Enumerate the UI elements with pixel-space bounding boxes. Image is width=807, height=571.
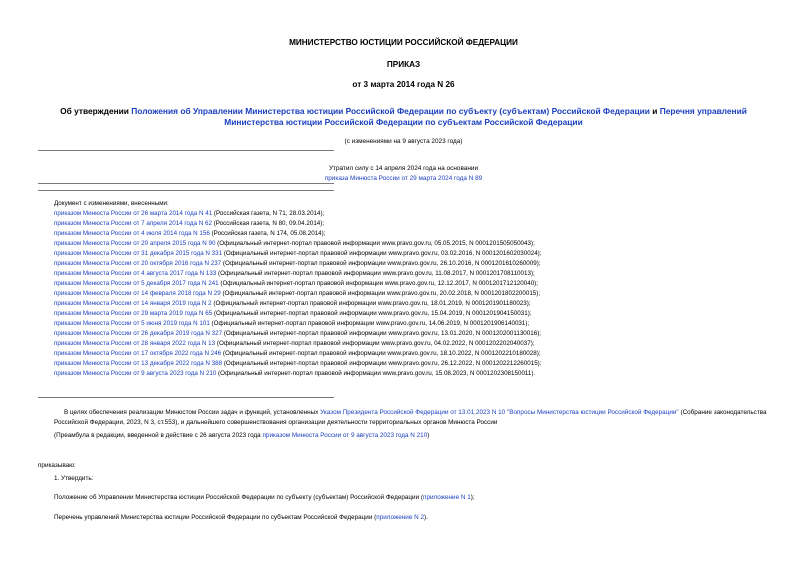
change-order-link[interactable]: приказом Минюста России от 4 июля 2014 года N 156: [54, 230, 210, 237]
change-source: (Официальный интернет-портал правовой информации www.pravo.gov.ru, 15.04.2019, N 0001201904150031);: [212, 310, 532, 317]
preamble-note-link[interactable]: приказом Минюста России от 9 августа 2023 года N 210: [262, 432, 428, 439]
title-prefix: Об утверждении: [60, 106, 132, 116]
change-source: (Официальный интернет-портал правовой информации www.pravo.gov.ru, 12.12.2017, N 0001201712120040);: [218, 280, 539, 287]
title-middle: и: [649, 106, 660, 116]
change-item: [54, 309, 542, 319]
appendix-1-link[interactable]: приложение N 1: [423, 494, 471, 501]
change-source: (Официальный интернет-портал правовой информации www.pravo.gov.ru, 05.05.2015, N 0001201505050043);: [215, 240, 535, 247]
change-source: (Российская газета, N 71, 28.03.2014);: [212, 210, 325, 217]
divider: [38, 397, 334, 398]
change-item: [54, 339, 542, 349]
change-source: (Официальный интернет-портал правовой информации www.pravo.gov.ru, 18.01.2019, N 0001201901180023);: [211, 300, 531, 307]
lost-force-line: [0, 175, 807, 182]
document-type: ПРИКАЗ: [386, 60, 421, 69]
change-source: (Официальный интернет-портал правовой информации www.pravo.gov.ru, 18.10.2022, N 0001202210180028);: [221, 350, 541, 357]
change-order-link[interactable]: приказом Минюста России от 9 августа 2023 года N 210: [54, 370, 217, 377]
document-date: от 3 марта 2014 года N 26: [352, 80, 455, 89]
approve-list: [54, 514, 428, 521]
approve-list-end: ).: [423, 514, 428, 521]
change-order-link[interactable]: приказом Минюста России от 29 марта 2019 года N 65: [54, 310, 213, 317]
change-order-link[interactable]: приказом Минюста России от 4 августа 2017 года N 133: [54, 270, 217, 277]
changes-intro: Документ с изменениями, внесенными:: [54, 200, 169, 207]
preamble-text: В целях обеспечения реализации Минюстом России задач и функций, установленных: [64, 409, 321, 416]
divider: [38, 190, 334, 191]
preamble-decree-link[interactable]: Указом Президента Российской Федерации от 13.01.2023 N 10 "Вопросы Министерства юстиции Российской Федерации": [320, 409, 679, 416]
change-source: (Официальный интернет-портал правовой информации www.pravo.gov.ru, 13.01.2020, N 0001202001130016);: [222, 330, 542, 337]
change-order-link[interactable]: приказом Минюста России от 20 октября 2016 года N 237: [54, 260, 222, 267]
change-item: [54, 209, 542, 219]
preamble: [54, 408, 784, 441]
change-source: (Официальный интернет-портал правовой информации www.pravo.gov.ru, 26.10.2016, N 0001201610260009);: [221, 260, 541, 267]
change-item: [54, 329, 542, 339]
change-source: (Российская газета, N 80, 09.04.2014);: [211, 220, 325, 227]
change-source: (Официальный интернет-портал правовой информации www.pravo.gov.ru, 04.02.2022, N 0001202202040037);: [215, 340, 535, 347]
change-item: [54, 299, 542, 309]
change-order-link[interactable]: приказом Минюста России от 5 июня 2019 года N 101: [54, 320, 210, 327]
change-order-link[interactable]: приказом Минюста России от 14 января 2019 года N 2: [54, 300, 212, 307]
change-source: (Официальный интернет-портал правовой информации www.pravo.gov.ru, 11.08.2017, N 0001201708110013);: [216, 270, 535, 277]
lost-force-text: Утратил силу с 14 апреля 2024 года на основании: [328, 165, 479, 172]
change-order-link[interactable]: приказом Минюста России от 20 апреля 2015 года N 90: [54, 240, 216, 247]
change-source: (Официальный интернет-портал правовой информации www.pravo.gov.ru, 20.02.2018, N 0001201802200015);: [220, 290, 541, 297]
change-item: [54, 359, 542, 369]
divider: [38, 183, 334, 184]
change-item: [54, 369, 542, 379]
change-source: (Официальный интернет-портал правовой информации www.pravo.gov.ru, 15.08.2023, N 0001202308150011).: [216, 370, 536, 377]
approve-regulation-end: );: [470, 494, 475, 501]
change-item: [54, 349, 542, 359]
change-source: (Официальный интернет-портал правовой информации www.pravo.gov.ru, 03.02.2016, N 0001201602030024);: [222, 250, 542, 257]
change-item: [54, 259, 542, 269]
preamble-note: [54, 431, 784, 441]
lost-force-link[interactable]: приказа Минюста России от 29 марта 2024 года N 89: [324, 175, 483, 182]
approve-regulation: [54, 494, 475, 501]
appendix-2-link[interactable]: приложение N 2: [376, 514, 424, 521]
change-item: [54, 269, 542, 279]
change-order-link[interactable]: приказом Минюста России от 17 октября 2022 года N 246: [54, 350, 222, 357]
document-title: [0, 106, 807, 128]
change-order-link[interactable]: приказом Минюста России от 5 декабря 2017 года N 241: [54, 280, 219, 287]
preamble-note-text: (Преамбула в редакции, введенной в действие с 26 августа 2023 года: [54, 432, 263, 439]
change-order-link[interactable]: приказом Минюста России от 14 февраля 2018 года N 29: [54, 290, 221, 297]
change-order-link[interactable]: приказом Минюста России от 13 декабря 2022 года N 388: [54, 360, 223, 367]
change-order-link[interactable]: приказом Минюста России от 7 апреля 2014 года N 62: [54, 220, 212, 227]
change-source: (Официальный интернет-портал правовой информации www.pravo.gov.ru, 26.12.2022, N 0001202212260015);: [222, 360, 542, 367]
approve-regulation-text: Положение об Управлении Министерства юстиции Российской Федерации по субъекту (субъектам) Российской Федерации (: [54, 494, 424, 501]
item-1: 1. Утвердить:: [54, 475, 94, 482]
change-item: [54, 239, 542, 249]
change-item: [54, 249, 542, 259]
ministry-heading: МИНИСТЕРСТВО ЮСТИЦИИ РОССИЙСКОЙ ФЕДЕРАЦИИ: [289, 38, 518, 47]
preamble-note-end: ): [427, 432, 430, 439]
preamble-paragraph: [54, 408, 784, 428]
amended-note: (с изменениями на 9 августа 2023 года): [344, 138, 463, 145]
divider: [38, 150, 334, 151]
title-link-regulation[interactable]: Положения об Управлении Министерства юстиции Российской Федерации по субъекту (субъектам) Российской Федерации: [131, 106, 650, 116]
change-source: (Российская газета, N 174, 05.08.2014);: [209, 230, 326, 237]
preamble-text-continued: (Собрание законодательства Российской Федерации, 2023, N 3, ст.553), и дальнейшего совершенствования организации деятельности территориальных органов Минюста России: [54, 409, 767, 426]
changes-list: [54, 199, 542, 379]
change-item: [54, 219, 542, 229]
change-item: [54, 319, 542, 329]
change-order-link[interactable]: приказом Минюста России от 26 декабря 2019 года N 327: [54, 330, 223, 337]
orders-word: приказываю:: [38, 462, 76, 469]
change-item: [54, 289, 542, 299]
change-order-link[interactable]: приказом Минюста России от 31 декабря 2015 года N 331: [54, 250, 223, 257]
approve-list-text: Перечень управлений Министерства юстиции Российской Федерации по субъектам Российской Федерации (: [54, 514, 377, 521]
change-order-link[interactable]: приказом Минюста России от 28 января 2022 года N 13: [54, 340, 216, 347]
change-order-link[interactable]: приказом Минюста России от 26 марта 2014 года N 41: [54, 210, 213, 217]
change-item: [54, 229, 542, 239]
change-source: (Официальный интернет-портал правовой информации www.pravo.gov.ru, 14.06.2019, N 0001201906140031);: [209, 320, 530, 327]
change-item: [54, 279, 542, 289]
title-link-list[interactable]: Перечня управлений Министерства юстиции Российской Федерации по субъектам Российской Федерации: [224, 106, 747, 127]
